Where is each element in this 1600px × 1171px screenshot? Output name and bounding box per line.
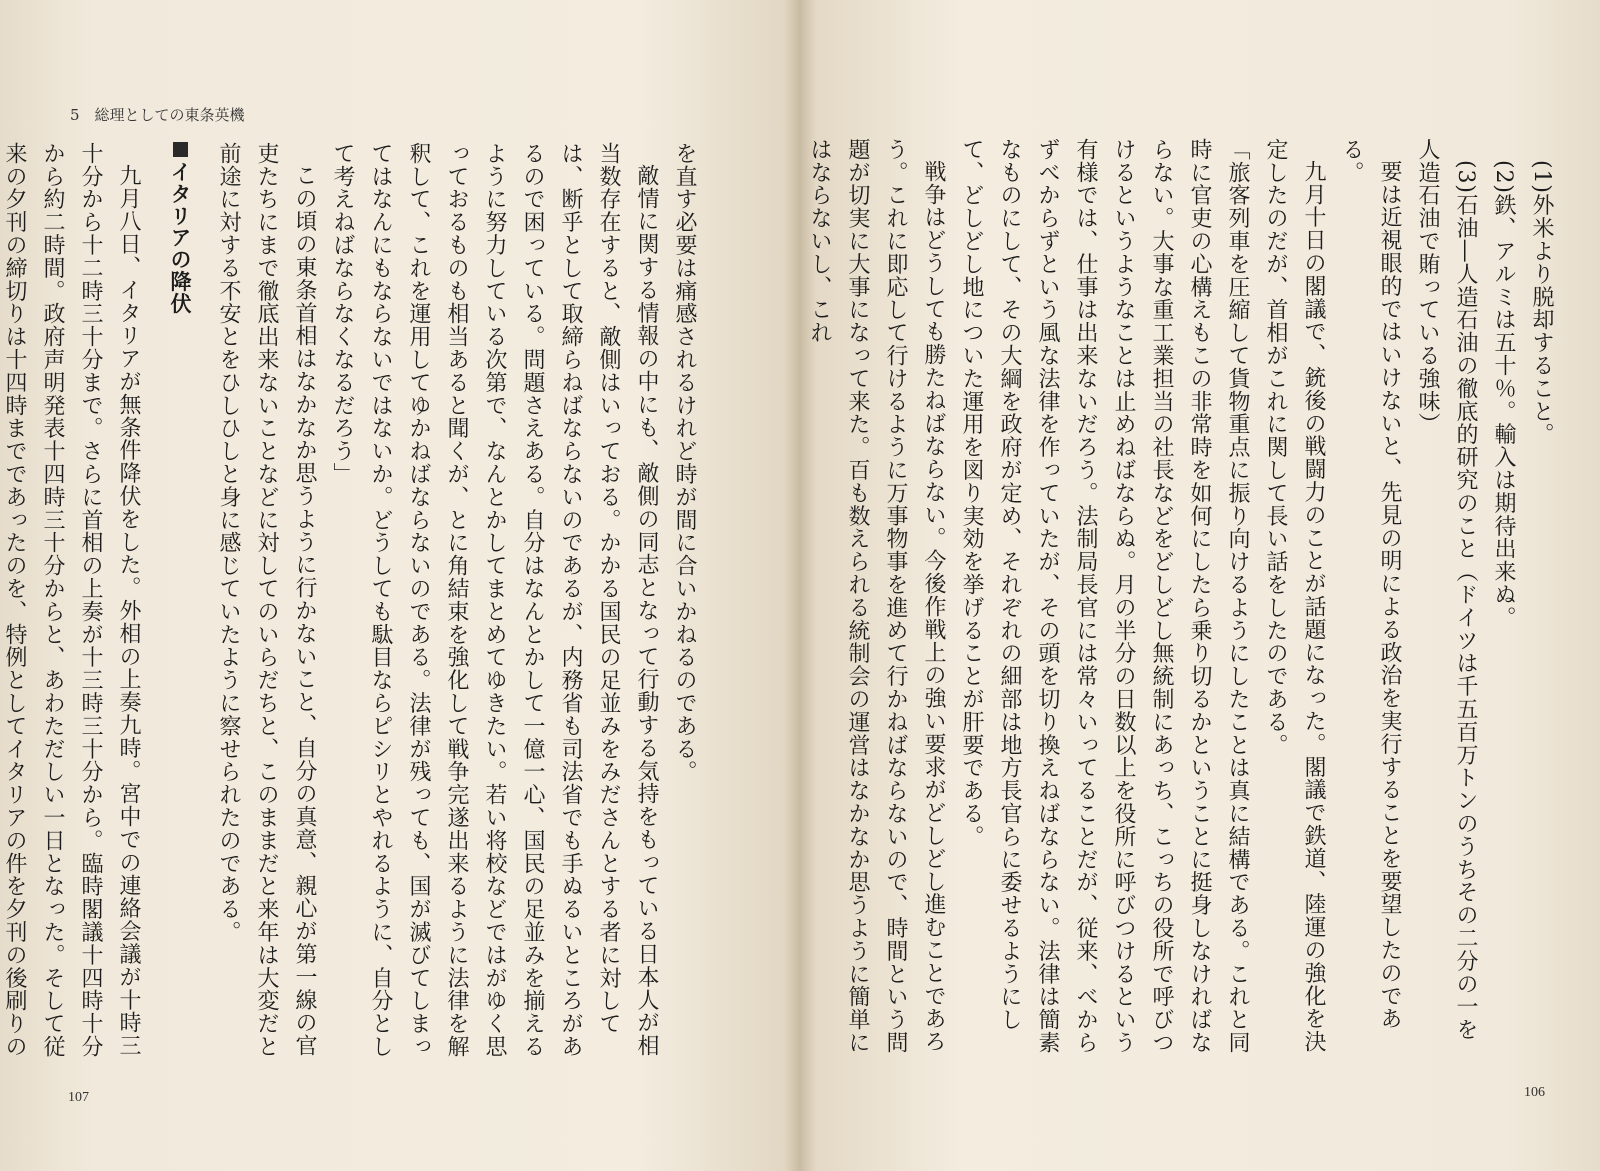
paragraph: 敵情に関する情報の中にも、敵側の同志となって行動する気持をもっている日本人が相当数存在すると、敵側はいっておる。かかる国民の足並みをみださんとする者に対しては、断乎として取締らねばならないのであるが、内務省も司法省でも手ぬるいところがあるので困っている。問題さえある。自分はなんとかして一億一心、国民の足並みを揃えるように努力している次第で、なんとかしてまとめてゆきたい。若い将校などではがゆく思っておるものも相当あると聞くが、とに角結束を強化して戦争完遂出来るように法律を解釈して、これを運用してゆかねばならないのである。法律が残っても、国が滅びてしまってはなんにもならないではないか。どうしても駄目ならピシリとやれるように、自分として考えねばならなくなるだろう」 [330, 142, 659, 1058]
section-heading [161, 142, 199, 1062]
list-item: (2)鉄、アルミは五十％。輸入は期待出来ぬ。 [1491, 160, 1516, 629]
left-page-text [2, 142, 703, 1062]
page-number: 107 [68, 1090, 89, 1105]
paragraph: 戦争はどうしても勝たねばならない。今後作戦上の強い要求がどしどし進むことであろう。これに即応して行けるように万事物事を進めて行かねばならないので、時間という問題が切実に大事になって来た。百も数えられる統制会の運営はなかなか思うように簡単にはならないし、これ [807, 138, 946, 1054]
page-number: 106 [1524, 1085, 1545, 1100]
running-head: 5 総理としての東条英機 [70, 106, 245, 124]
paragraph: 九月十日の閣議で、銃後の戦闘力のことが話題になった。閣議で鉄道、陸運の強化を決定したのだが、首相がこれに関して長い話をしたのである。 [1263, 138, 1326, 1054]
paragraph: 要は近視眼的ではいけないと、先見の明による政治を実行することを要望したのである。 [1339, 138, 1402, 1031]
right-page-text [807, 138, 1560, 1056]
list-item: (3)石油―人造石油の徹底的研究のこと（ドイツは千五百万トンのうちその二分の一を人造石油で賄っている強味） [1415, 138, 1478, 1042]
right-page [800, 0, 1600, 1171]
list-item: (1)外米より脱却すること。 [1529, 160, 1554, 446]
square-bullet-icon [173, 142, 188, 157]
paragraph: この頃の東条首相はなかなか思うように行かないこと、自分の真意、親心が第一線の官吏たちにまで徹底出来ないことなどに対してのいらだちと、このままだと来年は大変だと前途に対する不安とをひしひしと身に感じていたように察せられたのである。 [216, 142, 317, 1058]
section-heading-text: イタリアの降伏 [168, 161, 193, 315]
paragraph: 九月八日、イタリアが無条件降伏をした。外相の上奏九時。宮中での連絡会議が十時三十分から十二時三十分まで。さらに首相の上奏が十三時三十分から。臨時閣議十四時十分から約二時間。政府声明発表十四時三十分からと、あわただしい一日となった。そして従来の夕刊の締切りは十四時までであったのを、特例としてイタリアの件を夕刊の後刷りの [2, 142, 141, 1058]
paragraph: 「旅客列車を圧縮して貨物重点に振り向けるようにしたことは真に結構である。これと同時に官吏の心構えもこの非常時を如何にしたら乗り切るかということに挺身しなければならない。大事な重工業担当の社長などをどしどし無統制にあっち、こっちの役所で呼びつけるというようなことは止めねばならぬ。月の半分の日数以上を役所に呼びつけるという有様では、仕事は出来ないだろう。法制局長官には常々いってることだが、従来、べからずべからずという風な法律を作っていたが、その頭を切り換えねばならない。法律は簡素なものにして、その大綱を政府が定め、それぞれの細部は地方長官らに委せるようにして、どしどし地についた運用を図り実効を挙げることが肝要である。 [959, 138, 1250, 1054]
paragraph: を直す必要は痛感されるけれど時が間に合いかねるのである。 [672, 142, 697, 784]
